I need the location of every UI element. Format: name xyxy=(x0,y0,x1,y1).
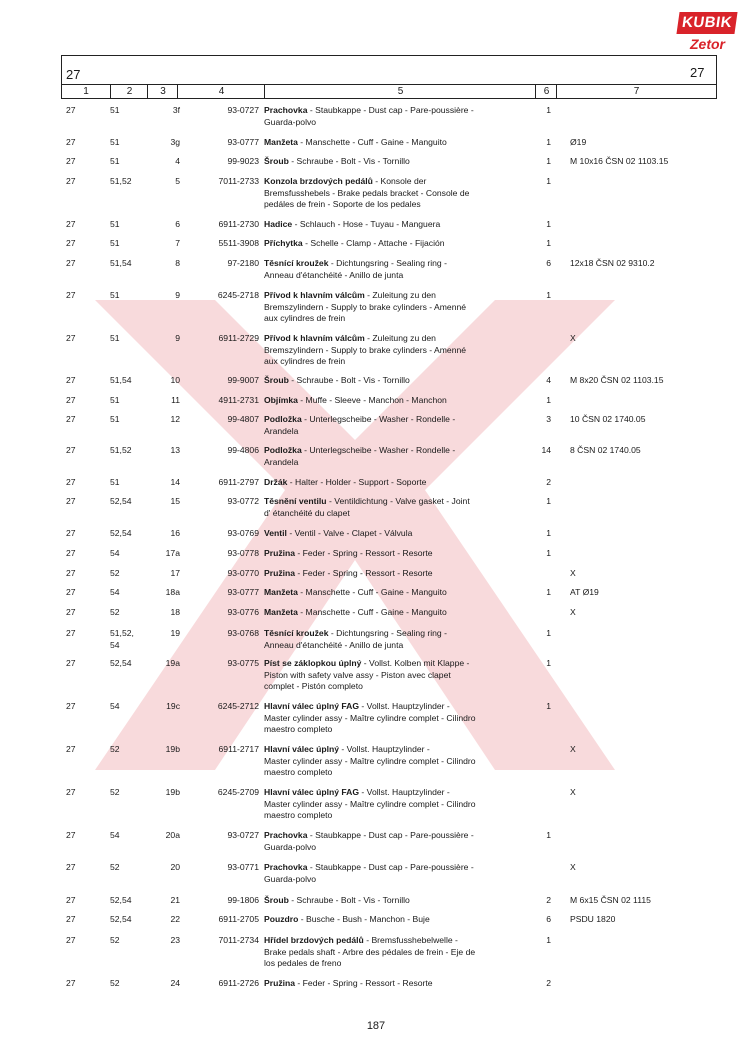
cell-section: 27 xyxy=(66,862,76,872)
cell-figure: 51 xyxy=(110,238,120,248)
cell-figure: 52 xyxy=(110,568,120,578)
cell-position: 19b xyxy=(165,787,180,797)
cell-figure: 52,54 xyxy=(110,895,132,905)
cell-position: 23 xyxy=(170,935,180,945)
cell-figure: 51 xyxy=(110,414,120,424)
part-name: Přívod k hlavním válcům xyxy=(264,333,365,343)
cell-section: 27 xyxy=(66,935,76,945)
cell-part-number: 97-2180 xyxy=(227,258,259,268)
cell-quantity: 6 xyxy=(546,914,551,924)
cell-quantity: 1 xyxy=(546,528,551,538)
part-name: Manžeta xyxy=(264,137,298,147)
cell-description: Příchytka - Schelle - Clamp - Attache - Fijación xyxy=(264,238,445,248)
cell-quantity: 1 xyxy=(546,935,551,945)
cell-part-number: 93-0771 xyxy=(227,862,259,872)
part-name: Přívod k hlavním válcům xyxy=(264,290,365,300)
cell-note: X xyxy=(570,744,576,754)
part-name: Objímka xyxy=(264,395,298,405)
cell-part-number: 93-0770 xyxy=(227,568,259,578)
logo-kubik-text: KUBIK xyxy=(676,12,737,34)
section-number-left: 27 xyxy=(66,67,81,82)
cell-figure: 52,54 xyxy=(110,914,132,924)
cell-description: Držák - Halter - Holder - Support - Soporte xyxy=(264,477,427,487)
cell-section: 27 xyxy=(66,548,76,558)
cell-position: 9 xyxy=(175,290,180,300)
cell-quantity: 1 xyxy=(546,496,551,506)
part-name: Prachovka xyxy=(264,862,308,872)
cell-part-number: 6245-2712 xyxy=(217,701,259,711)
cell-quantity: 3 xyxy=(546,414,551,424)
part-name: Šroub xyxy=(264,375,289,385)
cell-position: 17 xyxy=(170,568,180,578)
cell-part-number: 93-0777 xyxy=(227,587,259,597)
cell-note: X xyxy=(570,862,576,872)
cell-description: Hlavní válec úplný FAG - Vollst. Hauptzylinder - Master cylinder assy - Maître cylindre complet - Cilindro maestro completo xyxy=(264,787,476,821)
cell-part-number: 6245-2718 xyxy=(217,290,259,300)
column-header-row xyxy=(61,84,717,99)
cell-figure: 52,54 xyxy=(110,528,132,538)
cell-section: 27 xyxy=(66,395,76,405)
cell-description: Hadice - Schlauch - Hose - Tuyau - Manguera xyxy=(264,219,441,229)
cell-figure: 51 xyxy=(110,156,120,166)
cell-part-number: 99-4806 xyxy=(227,445,259,455)
cell-position: 15 xyxy=(170,496,180,506)
part-name: Těsnící kroužek xyxy=(264,628,329,638)
cell-section: 27 xyxy=(66,978,76,988)
cell-quantity: 1 xyxy=(546,658,551,668)
part-name: Prachovka xyxy=(264,105,308,115)
cell-description: Přívod k hlavním válcům - Zuleitung zu den Bremszylindern - Supply to brake cylinders - Amenné aux cylindres de frein xyxy=(264,333,467,367)
column-header-6: 6 xyxy=(535,85,557,98)
cell-part-number: 93-0778 xyxy=(227,548,259,558)
cell-description: Manžeta - Manschette - Cuff - Gaine - Manguito xyxy=(264,137,447,147)
cell-part-number: 6911-2729 xyxy=(218,333,259,343)
cell-note: X xyxy=(570,568,576,578)
cell-quantity: 6 xyxy=(546,258,551,268)
cell-figure: 54 xyxy=(110,701,120,711)
cell-quantity: 1 xyxy=(546,830,551,840)
cell-position: 17a xyxy=(165,548,180,558)
cell-part-number: 6911-2797 xyxy=(218,477,259,487)
cell-position: 21 xyxy=(170,895,180,905)
cell-section: 27 xyxy=(66,375,76,385)
cell-section: 27 xyxy=(66,830,76,840)
brand-logo xyxy=(676,10,738,58)
cell-part-number: 7011-2733 xyxy=(218,176,259,186)
cell-description: Pružina - Feder - Spring - Ressort - Resorte xyxy=(264,978,433,988)
cell-quantity: 1 xyxy=(546,137,551,147)
cell-description: Podložka - Unterlegscheibe - Washer - Rondelle - Arandela xyxy=(264,445,456,467)
cell-description: Konzola brzdových pedálů - Konsole der Bremsfusshebels - Brake pedals bracket - Console de pedáles de frein - Soporte de los pedales xyxy=(264,176,470,210)
cell-section: 27 xyxy=(66,568,76,578)
cell-figure: 54 xyxy=(110,830,120,840)
cell-section: 27 xyxy=(66,701,76,711)
cell-description: Šroub - Schraube - Bolt - Vis - Tornillo xyxy=(264,375,410,385)
part-name: Těsnící kroužek xyxy=(264,258,329,268)
cell-part-number: 93-0772 xyxy=(227,496,259,506)
cell-figure: 52,54 xyxy=(110,658,132,668)
cell-part-number: 93-0727 xyxy=(227,105,259,115)
cell-position: 13 xyxy=(170,445,180,455)
cell-quantity: 1 xyxy=(546,176,551,186)
cell-figure: 51 xyxy=(110,395,120,405)
cell-figure: 52 xyxy=(110,935,120,945)
cell-part-number: 93-0768 xyxy=(227,628,259,638)
cell-quantity: 1 xyxy=(546,628,551,638)
cell-section: 27 xyxy=(66,496,76,506)
cell-section: 27 xyxy=(66,258,76,268)
cell-position: 8 xyxy=(175,258,180,268)
cell-figure: 51 xyxy=(110,137,120,147)
cell-note: 12x18 ČSN 02 9310.2 xyxy=(570,258,655,268)
cell-position: 12 xyxy=(170,414,180,424)
cell-note: X xyxy=(570,607,576,617)
part-name: Píst se záklopkou úplný xyxy=(264,658,362,668)
cell-note: X xyxy=(570,333,576,343)
part-name: Šroub xyxy=(264,895,289,905)
part-name: Příchytka xyxy=(264,238,303,248)
cell-quantity: 1 xyxy=(546,587,551,597)
logo-zetor-text: Zetor xyxy=(690,36,725,52)
part-name: Pružina xyxy=(264,978,296,988)
cell-section: 27 xyxy=(66,914,76,924)
part-name: Hlavní válec úplný xyxy=(264,744,339,754)
part-name: Hlavní válec úplný FAG xyxy=(264,701,360,711)
cell-figure: 51,54 xyxy=(110,375,132,385)
cell-section: 27 xyxy=(66,238,76,248)
part-name: Manžeta xyxy=(264,607,298,617)
cell-note: Ø19 xyxy=(570,137,587,147)
cell-position: 19 xyxy=(170,628,180,638)
cell-position: 20a xyxy=(165,830,180,840)
cell-quantity: 1 xyxy=(546,156,551,166)
cell-section: 27 xyxy=(66,290,76,300)
cell-position: 6 xyxy=(175,219,180,229)
cell-figure: 52 xyxy=(110,862,120,872)
cell-section: 27 xyxy=(66,176,76,186)
part-name: Podložka xyxy=(264,445,302,455)
cell-note: M 8x20 ČSN 02 1103.15 xyxy=(570,375,664,385)
part-name: Ventil xyxy=(264,528,287,538)
cell-note: 10 ČSN 02 1740.05 xyxy=(570,414,646,424)
cell-section: 27 xyxy=(66,607,76,617)
column-header-5: 5 xyxy=(264,85,536,98)
cell-quantity: 1 xyxy=(546,395,551,405)
cell-position: 20 xyxy=(170,862,180,872)
cell-section: 27 xyxy=(66,414,76,424)
cell-description: Prachovka - Staubkappe - Dust cap - Pare-poussière - Guarda-polvo xyxy=(264,105,474,127)
cell-section: 27 xyxy=(66,333,76,343)
cell-quantity: 2 xyxy=(546,978,551,988)
cell-description: Ventil - Ventil - Valve - Clapet - Válvula xyxy=(264,528,413,538)
cell-quantity: 14 xyxy=(541,445,551,455)
cell-figure: 52 xyxy=(110,744,120,754)
cell-quantity: 2 xyxy=(546,895,551,905)
cell-section: 27 xyxy=(66,744,76,754)
cell-figure: 51 xyxy=(110,290,120,300)
cell-description: Prachovka - Staubkappe - Dust cap - Pare-poussière - Guarda-polvo xyxy=(264,830,474,852)
part-name: Šroub xyxy=(264,156,289,166)
column-header-2: 2 xyxy=(110,85,148,98)
cell-section: 27 xyxy=(66,658,76,668)
cell-section: 27 xyxy=(66,105,76,115)
part-name: Konzola brzdových pedálů xyxy=(264,176,373,186)
cell-section: 27 xyxy=(66,219,76,229)
cell-figure: 51 xyxy=(110,333,120,343)
cell-position: 10 xyxy=(170,375,180,385)
part-name: Prachovka xyxy=(264,830,308,840)
cell-part-number: 93-0775 xyxy=(227,658,259,668)
cell-quantity: 2 xyxy=(546,477,551,487)
cell-part-number: 6911-2730 xyxy=(218,219,259,229)
cell-figure: 52 xyxy=(110,787,120,797)
cell-quantity: 4 xyxy=(546,375,551,385)
part-name: Pružina xyxy=(264,548,296,558)
cell-description: Manžeta - Manschette - Cuff - Gaine - Manguito xyxy=(264,607,447,617)
cell-quantity: 1 xyxy=(546,548,551,558)
cell-figure: 54 xyxy=(110,587,120,597)
cell-figure: 51 xyxy=(110,219,120,229)
cell-section: 27 xyxy=(66,628,76,638)
cell-figure: 52,54 xyxy=(110,496,132,506)
cell-part-number: 93-0769 xyxy=(227,528,259,538)
cell-position: 18 xyxy=(170,607,180,617)
cell-quantity: 1 xyxy=(546,238,551,248)
cell-description: Manžeta - Manschette - Cuff - Gaine - Manguito xyxy=(264,587,447,597)
cell-position: 19a xyxy=(165,658,180,668)
cell-description: Podložka - Unterlegscheibe - Washer - Rondelle - Arandela xyxy=(264,414,456,436)
cell-quantity: 1 xyxy=(546,219,551,229)
cell-part-number: 93-0727 xyxy=(227,830,259,840)
cell-part-number: 99-1806 xyxy=(227,895,259,905)
section-number-right: 27 xyxy=(690,65,705,80)
cell-part-number: 99-9023 xyxy=(227,156,259,166)
cell-part-number: 99-9007 xyxy=(227,375,259,385)
cell-part-number: 93-0777 xyxy=(227,137,259,147)
cell-description: Prachovka - Staubkappe - Dust cap - Pare-poussière - Guarda-polvo xyxy=(264,862,474,884)
cell-figure: 51,52, 54 xyxy=(110,628,134,650)
cell-section: 27 xyxy=(66,895,76,905)
part-name: Pružina xyxy=(264,568,296,578)
cell-section: 27 xyxy=(66,528,76,538)
cell-part-number: 5511-3908 xyxy=(218,238,259,248)
cell-part-number: 4911-2731 xyxy=(218,395,259,405)
cell-quantity: 1 xyxy=(546,701,551,711)
cell-position: 14 xyxy=(170,477,180,487)
cell-part-number: 7011-2734 xyxy=(218,935,259,945)
cell-position: 3g xyxy=(170,137,180,147)
cell-section: 27 xyxy=(66,587,76,597)
cell-position: 5 xyxy=(175,176,180,186)
cell-description: Těsnící kroužek - Dichtungsring - Sealing ring - Anneau d'étanchéité - Anillo de junta xyxy=(264,628,447,650)
cell-description: Těsnění ventilu - Ventildichtung - Valve gasket - Joint d' étanchéité du clapet xyxy=(264,496,470,518)
cell-figure: 51 xyxy=(110,477,120,487)
cell-note: X xyxy=(570,787,576,797)
cell-part-number: 99-4807 xyxy=(227,414,259,424)
part-name: Těsnění ventilu xyxy=(264,496,327,506)
cell-section: 27 xyxy=(66,787,76,797)
cell-description: Hlavní válec úplný FAG - Vollst. Hauptzylinder - Master cylinder assy - Maître cylindre complet - Cilindro maestro completo xyxy=(264,701,476,735)
cell-position: 9 xyxy=(175,333,180,343)
column-header-7: 7 xyxy=(556,85,716,98)
cell-figure: 52 xyxy=(110,607,120,617)
cell-description: Šroub - Schraube - Bolt - Vis - Tornillo xyxy=(264,895,410,905)
column-header-4: 4 xyxy=(177,85,265,98)
cell-section: 27 xyxy=(66,156,76,166)
part-name: Hřídel brzdových pedálů xyxy=(264,935,364,945)
cell-position: 4 xyxy=(175,156,180,166)
cell-note: PSDU 1820 xyxy=(570,914,616,924)
cell-note: AT Ø19 xyxy=(570,587,599,597)
part-name: Držák xyxy=(264,477,288,487)
cell-description: Hlavní válec úplný - Vollst. Hauptzylinder - Master cylinder assy - Maître cylindre complet - Cilindro maestro completo xyxy=(264,744,476,778)
column-header-3: 3 xyxy=(147,85,178,98)
page-number: 187 xyxy=(366,1020,386,1032)
cell-part-number: 6911-2705 xyxy=(218,914,259,924)
cell-position: 19b xyxy=(165,744,180,754)
cell-description: Pouzdro - Busche - Bush - Manchon - Buje xyxy=(264,914,430,924)
cell-position: 24 xyxy=(170,978,180,988)
part-name: Manžeta xyxy=(264,587,298,597)
cell-part-number: 6911-2717 xyxy=(218,744,259,754)
part-name: Pouzdro xyxy=(264,914,299,924)
cell-position: 7 xyxy=(175,238,180,248)
cell-description: Přívod k hlavním válcům - Zuleitung zu den Bremszylindern - Supply to brake cylinders - Amenné aux cylindres de frein xyxy=(264,290,467,324)
cell-description: Šroub - Schraube - Bolt - Vis - Tornillo xyxy=(264,156,410,166)
cell-figure: 54 xyxy=(110,548,120,558)
cell-description: Těsnící kroužek - Dichtungsring - Sealing ring - Anneau d'étanchéité - Anillo de junta xyxy=(264,258,447,280)
cell-part-number: 93-0776 xyxy=(227,607,259,617)
cell-description: Pružina - Feder - Spring - Ressort - Resorte xyxy=(264,548,433,558)
cell-position: 16 xyxy=(170,528,180,538)
part-name: Hadice xyxy=(264,219,293,229)
cell-description: Pružina - Feder - Spring - Ressort - Resorte xyxy=(264,568,433,578)
cell-section: 27 xyxy=(66,477,76,487)
cell-description: Objímka - Muffe - Sleeve - Manchon - Manchon xyxy=(264,395,447,405)
cell-part-number: 6911-2726 xyxy=(218,978,259,988)
cell-part-number: 6245-2709 xyxy=(217,787,259,797)
column-header-1: 1 xyxy=(83,86,89,97)
cell-position: 19c xyxy=(166,701,180,711)
cell-position: 11 xyxy=(171,395,180,405)
cell-section: 27 xyxy=(66,137,76,147)
cell-figure: 51 xyxy=(110,105,120,115)
cell-figure: 51,52 xyxy=(110,176,132,186)
cell-note: M 10x16 ČSN 02 1103.15 xyxy=(570,156,669,166)
cell-description: Hřídel brzdových pedálů - Bremsfusshebelwelle - Brake pedals shaft - Arbre des pédales de frein - Eje de los pedales de freno xyxy=(264,935,476,969)
cell-position: 22 xyxy=(170,914,180,924)
cell-note: M 6x15 ČSN 02 1115 xyxy=(570,895,651,905)
cell-note: 8 ČSN 02 1740.05 xyxy=(570,445,641,455)
cell-description: Píst se záklopkou úplný - Vollst. Kolben mit Klappe - Piston with safety valve assy - Piston avec clapet complet - Pistón completo xyxy=(264,658,470,692)
cell-position: 18a xyxy=(165,587,180,597)
cell-figure: 51,52 xyxy=(110,445,132,455)
cell-quantity: 1 xyxy=(546,105,551,115)
cell-figure: 52 xyxy=(110,978,120,988)
cell-position: 3f xyxy=(172,105,180,115)
part-name: Hlavní válec úplný FAG xyxy=(264,787,360,797)
cell-figure: 51,54 xyxy=(110,258,132,268)
part-name: Podložka xyxy=(264,414,302,424)
cell-section: 27 xyxy=(66,445,76,455)
cell-quantity: 1 xyxy=(546,290,551,300)
